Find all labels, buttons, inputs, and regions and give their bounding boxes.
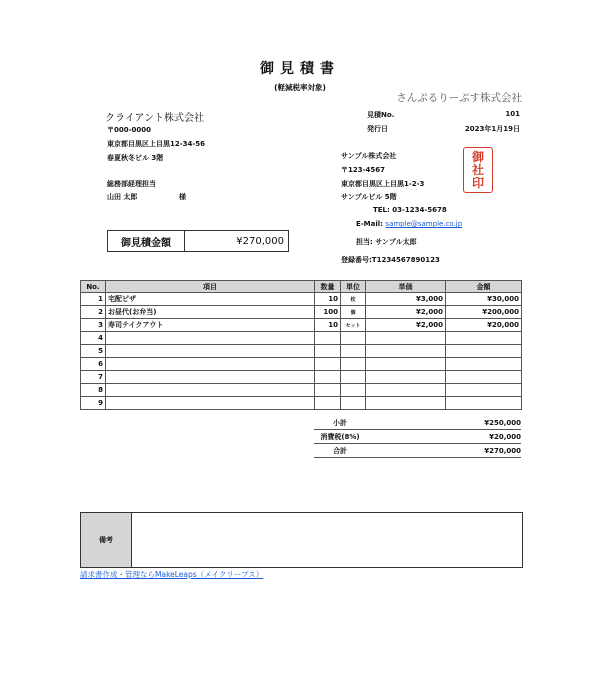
grand-total-row [314,444,521,458]
cell-qty: 10 [315,319,341,332]
header-unit: 単位 [341,281,366,293]
cell-item: お昼代(お弁当) [106,306,315,319]
cell-qty [315,371,341,384]
cell-price: ¥2,000 [366,306,446,319]
estimate-total-label: 御見積金額 [108,231,185,251]
subtotal-value: ¥250,000 [484,418,521,427]
issuer-email-link[interactable]: sample@sample.co.jp [385,220,463,228]
makeleaps-link[interactable]: 請求書作成・管理ならMakeLeaps（メイクリープス） [80,570,264,579]
cell-no: 4 [81,332,106,345]
estimate-total-box [107,230,289,252]
cell-no: 8 [81,384,106,397]
subtotal-label: 小計 [333,418,347,427]
header-no: No. [81,281,106,293]
client-name: クライアント株式会社 [105,113,204,124]
cell-item [106,371,315,384]
cell-unit [341,332,366,345]
items-table [80,280,522,410]
grand-total-label: 合計 [333,446,347,455]
table-row [81,371,522,384]
cell-amount [446,358,522,371]
document-title: 御見積書 [260,61,340,77]
cell-amount [446,384,522,397]
cell-unit [341,371,366,384]
table-row [81,397,522,410]
company-seal [463,147,493,193]
issuer-registration: 登録番号:T1234567890123 [341,256,440,264]
cell-unit [341,384,366,397]
issuer-email-label: E-Mail: [356,220,383,228]
issuer-email-row [356,220,462,228]
cell-qty [315,384,341,397]
header-price: 単価 [366,281,446,293]
cell-amount: ¥20,000 [446,319,522,332]
subtotal-row [314,416,521,430]
cell-item [106,345,315,358]
cell-qty [315,358,341,371]
cell-unit [341,345,366,358]
cell-price [366,358,446,371]
cell-amount: ¥30,000 [446,293,522,306]
tax-label: 消費税(8%) [320,432,360,441]
cell-unit [341,358,366,371]
issuer-person: 担当: サンプル太郎 [356,238,417,246]
company-watermark: さんぷるりーぷす株式会社 [396,92,522,104]
client-address2: 春夏秋冬ビル 3階 [107,154,164,162]
remarks-box [80,512,523,568]
table-row [81,306,522,319]
cell-qty [315,332,341,345]
cell-item [106,332,315,345]
table-row [81,332,522,345]
cell-price [366,371,446,384]
cell-qty [315,345,341,358]
cell-unit: 枚 [341,293,366,306]
header-item: 項目 [106,281,315,293]
estimate-number-label: 見積No. [367,111,395,119]
cell-no: 2 [81,306,106,319]
cell-amount: ¥200,000 [446,306,522,319]
cell-item: 寿司テイクアウト [106,319,315,332]
table-row [81,293,522,306]
client-postal: 〒000-0000 [107,126,151,134]
issuer-postal: 〒123-4567 [341,166,385,174]
table-header-row [81,281,522,293]
cell-item [106,384,315,397]
cell-unit: 個 [341,306,366,319]
issuer-name: サンプル株式会社 [341,152,397,160]
issuer-address2: サンプルビル 5階 [341,193,397,201]
cell-price: ¥2,000 [366,319,446,332]
cell-amount [446,345,522,358]
cell-price: ¥3,000 [366,293,446,306]
tax-row [314,430,521,444]
tax-value: ¥20,000 [489,432,521,441]
cell-no: 7 [81,371,106,384]
cell-no: 9 [81,397,106,410]
cell-amount [446,332,522,345]
seal-char-1: 御 [471,149,484,164]
header-amount: 金額 [446,281,522,293]
cell-item [106,397,315,410]
seal-char-3: 印 [471,175,484,190]
document-subtitle: (軽減税率対象) [274,83,326,92]
client-contact: 山田 太郎 [107,193,138,201]
cell-no: 1 [81,293,106,306]
cell-qty: 10 [315,293,341,306]
cell-no: 5 [81,345,106,358]
remarks-content[interactable] [132,513,522,567]
cell-amount [446,397,522,410]
client-address1: 東京都目黒区上目黒12-34-56 [107,140,206,148]
estimate-total-value: ¥270,000 [236,235,284,247]
cell-item: 宅配ピザ [106,293,315,306]
cell-price [366,384,446,397]
cell-no: 6 [81,358,106,371]
issuer-address1: 東京都目黒区上目黒1-2-3 [341,180,425,188]
cell-unit [341,397,366,410]
table-row [81,319,522,332]
cell-qty: 100 [315,306,341,319]
table-row [81,384,522,397]
estimate-number-value: 101 [505,110,520,118]
seal-char-2: 社 [471,162,484,177]
estimate-date-value: 2023年1月19日 [464,125,520,133]
table-row [81,345,522,358]
table-row [81,358,522,371]
cell-price [366,397,446,410]
remarks-label: 備考 [81,513,132,567]
client-department: 総務部経理担当 [107,180,156,188]
estimate-date-label: 発行日 [367,125,388,133]
cell-item [106,358,315,371]
grand-total-value: ¥270,000 [484,446,521,455]
cell-price [366,332,446,345]
client-honorific: 様 [179,193,186,201]
cell-price [366,345,446,358]
cell-amount [446,371,522,384]
cell-qty [315,397,341,410]
cell-unit: セット [341,319,366,332]
cell-no: 3 [81,319,106,332]
issuer-tel: TEL: 03-1234-5678 [373,206,447,214]
header-qty: 数量 [315,281,341,293]
